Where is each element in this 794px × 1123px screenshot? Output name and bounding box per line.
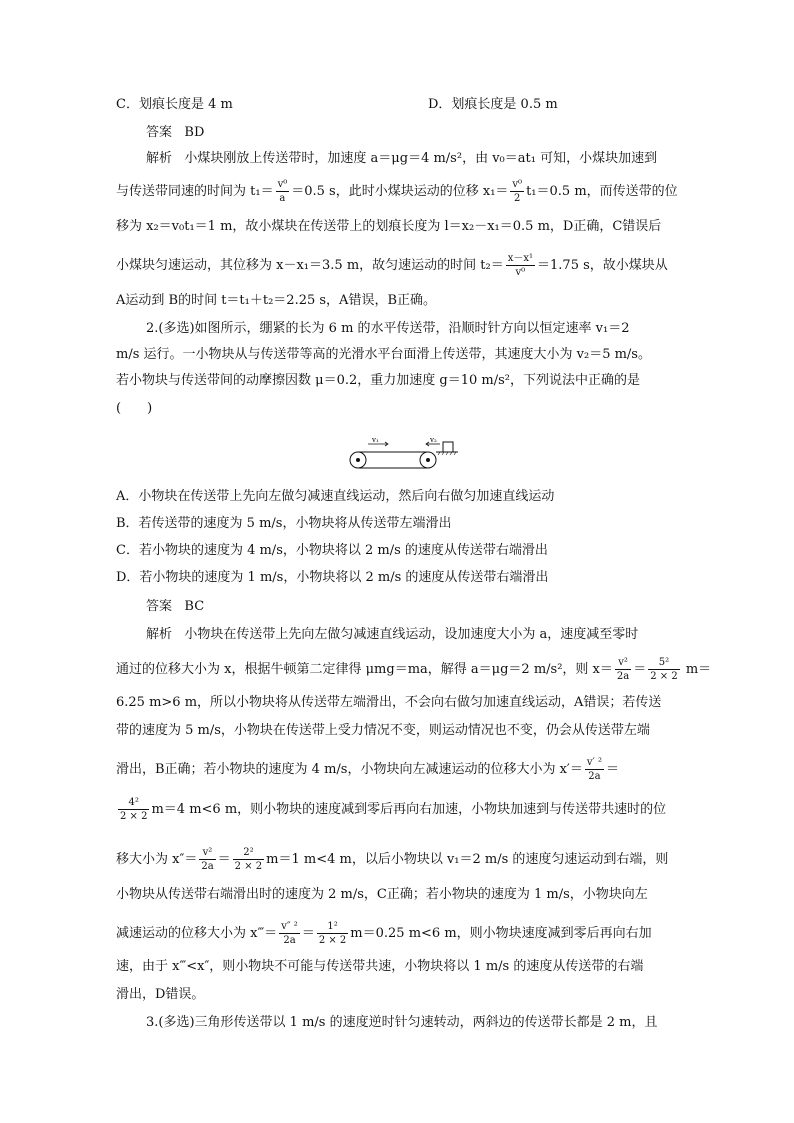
analysis-text: 通过的位移大小为 x，根据牛顿第二定律得 μmg＝ma，解得 a＝μg＝2 m/s²，则 x＝ bbox=[116, 662, 613, 677]
fraction bbox=[118, 796, 149, 823]
analysis-text: 小煤块匀速运动，其位移为 x－x₁＝3.5 m，故匀速运动的时间 t₂＝ bbox=[116, 258, 504, 273]
frac-num: 2² bbox=[233, 846, 264, 860]
frac-num: v² bbox=[199, 846, 215, 860]
fraction bbox=[510, 178, 524, 205]
analysis-text: 小煤块刚放上传送带时，加速度 a＝μg＝4 m/s²，由 v₀＝at₁ 可知，小煤块加速到 bbox=[184, 151, 658, 166]
frac-num: x－x¹ bbox=[507, 253, 534, 264]
q2-analysis-line-1 bbox=[116, 626, 638, 644]
q2-option-c: C．若小物块的速度为 4 m/s，小物块将以 2 m/s 的速度从传送带右端滑出 bbox=[116, 543, 548, 558]
analysis-text: m＝0.25 m<6 m，则小物块速度减到零后再向右加 bbox=[350, 926, 652, 941]
q2-analysis-line-3: 6.25 m>6 m，所以小物块将从传送带左端滑出，不会向右做匀加速直线运动，A错误；若传送 bbox=[116, 695, 662, 710]
q2-analysis-line-11: 滑出，D错误。 bbox=[116, 987, 205, 1002]
v1-label: v₁ bbox=[372, 436, 379, 444]
analysis-label: 解析 bbox=[146, 151, 173, 166]
left-pulley-axle bbox=[356, 458, 360, 462]
analysis-text: ＝ bbox=[606, 762, 620, 777]
frac-num: v² bbox=[615, 656, 631, 670]
q2-analysis-line-2: 通过的位移大小为 x，根据牛顿第二定律得 μmg＝ma，解得 a＝μg＝2 m/s²，则 x＝ $\frac{\text{v²}}{2a}$ ＝ $\frac{\text{5²}}{2 \times 2}$ m＝ bbox=[116, 657, 712, 682]
analysis-text: m＝ bbox=[685, 662, 712, 677]
q2-analysis-line-4: 带的速度为 5 m/s，小物块在传送带上受力情况不变，则运动情况也不变，仍会从传送带左端 bbox=[116, 723, 650, 738]
option-d: D．划痕长度是 0.5 m bbox=[428, 97, 558, 112]
analysis-text: 移大小为 x″＝ bbox=[116, 852, 198, 867]
frac-num: 4² bbox=[118, 796, 149, 810]
answer-value: BC bbox=[184, 599, 205, 614]
analysis-text: 滑出，B正确；若小物块的速度为 4 m/s，小物块向左减速运动的位移大小为 x′＝ bbox=[116, 762, 583, 777]
q1-analysis-line-3: 移为 x₂＝v₀t₁＝1 m，故小煤块在传送带上的划痕长度为 l＝x₂－x₁＝0.5 m，D正确，C错误后 bbox=[116, 219, 662, 234]
analysis-text: m＝1 m<4 m，以后小物块以 v₁＝2 m/s 的速度匀速运动到右端，则 bbox=[266, 852, 669, 867]
frac-den: 2 × 2 bbox=[318, 935, 347, 946]
q2-stem-1: 2.(多选)如图所示，绷紧的长为 6 m 的水平传送带，沿顺时针方向以恒定速率 v₁＝2 bbox=[146, 321, 630, 336]
fraction bbox=[276, 178, 290, 205]
fraction bbox=[317, 920, 348, 947]
q2-analysis-line-8: 小物块从传送带右端滑出时的速度为 2 m/s，C正确；若小物块的速度为 1 m/s，小物块向左 bbox=[116, 887, 648, 902]
frac-den: 2a bbox=[616, 671, 630, 682]
analysis-text: ＝0.5 s，此时小煤块运动的位移 x₁＝ bbox=[291, 184, 509, 199]
q2-option-d: D．若小物块的速度为 1 m/s，小物块将以 2 m/s 的速度从传送带右端滑出 bbox=[116, 570, 549, 585]
frac-den: 2 bbox=[514, 193, 521, 204]
frac-num: v″ ² bbox=[281, 921, 298, 932]
q3-stem: 3.(多选)三角形传送带以 1 m/s 的速度逆时针匀速转动，两斜边的传送带长都是 2 m，且 bbox=[146, 1015, 658, 1030]
frac-num: 1² bbox=[317, 920, 348, 934]
frac-den: 2a bbox=[588, 771, 601, 782]
q1-analysis-line-1 bbox=[116, 150, 657, 168]
fraction bbox=[615, 656, 631, 683]
option-c: C．划痕长度是 4 m bbox=[116, 97, 233, 112]
q2-stem-3: 若小物块与传送带间的动摩擦因数 μ＝0.2，重力加速度 g＝10 m/s²，下列说法中正确的是 bbox=[116, 373, 640, 388]
fraction bbox=[199, 846, 215, 873]
q1-answer-row bbox=[146, 124, 204, 142]
frac-den: 2 × 2 bbox=[650, 671, 678, 682]
fraction bbox=[585, 756, 604, 783]
right-pulley-axle bbox=[426, 458, 430, 462]
q2-analysis-line-6 bbox=[116, 796, 666, 823]
q2-analysis-line-10: 速，由于 x‴<x″，则小物块不可能与传送带共速，小物块将以 1 m/s 的速度从传送带的右端 bbox=[116, 959, 644, 974]
q2-analysis-line-5 bbox=[116, 756, 619, 783]
q2-option-a: A．小物块在传送带上先向左做匀减速直线运动，然后向右做匀加速直线运动 bbox=[116, 489, 555, 504]
q1-analysis-line-2 bbox=[116, 178, 678, 205]
analysis-text: t₁＝0.5 m，而传送带的位 bbox=[526, 184, 678, 199]
block bbox=[443, 442, 453, 452]
frac-num: v⁰ bbox=[512, 179, 523, 190]
q2-stem-4: ( ) bbox=[116, 401, 153, 416]
q2-analysis-line-7: 移大小为 x″＝ $\frac{\text{v²}}{2a}$ ＝ $\frac{\text{2²}}{2 \times 2}$ m＝1 m<4 m，以后小物块以 v₁＝2 m/s 的速度匀速运动到右端，则 bbox=[116, 847, 669, 872]
frac-den: 2 × 2 bbox=[120, 811, 148, 822]
fraction bbox=[279, 920, 300, 947]
q2-stem-2: m/s 运行。一小物块从与传送带等高的光滑水平台面滑上传送带，其速度大小为 v₂＝5 m/s。 bbox=[116, 347, 651, 362]
fraction bbox=[506, 252, 535, 279]
answer-label: 答案 bbox=[146, 125, 173, 140]
frac-num: v′ ² bbox=[586, 757, 602, 768]
q2-answer-row bbox=[146, 598, 204, 616]
analysis-text: m＝4 m<6 m，则小物块的速度减到零后再向右加速，小物块加速到与传送带共速时的位 bbox=[151, 802, 667, 817]
q1-analysis-line-5: A运动到 B的时间 t＝t₁＋t₂＝2.25 s，A错误，B正确。 bbox=[116, 293, 436, 308]
q1-analysis-line-4 bbox=[116, 252, 668, 279]
frac-num: 5² bbox=[648, 656, 679, 670]
analysis-text: 与传送带同速的时间为 t₁＝ bbox=[116, 184, 274, 199]
q2-analysis-line-9: 减速运动的位移大小为 x‴＝ $\frac{\text{v″ ²}}{2a}$ ＝ $\frac{\text{1²}}{2 \times 2}$ m＝0.25 m<6 m，则小物块速度减到零后再向右加 bbox=[116, 921, 652, 946]
analysis-text: ＝1.75 s，故小煤块从 bbox=[537, 258, 668, 273]
frac-den: 2a bbox=[201, 861, 214, 872]
answer-value: BD bbox=[184, 125, 205, 140]
frac-den: 2a bbox=[283, 935, 296, 946]
frac-den: 2 × 2 bbox=[234, 861, 263, 872]
conveyor-belt-figure bbox=[348, 434, 458, 474]
frac-den: v⁰ bbox=[515, 267, 526, 278]
analysis-text: 小物块在传送带上先向左做匀减速直线运动，设加速度大小为 a，速度减至零时 bbox=[184, 627, 639, 642]
frac-num: v⁰ bbox=[277, 179, 288, 190]
v2-label: v₂ bbox=[430, 436, 437, 444]
analysis-text: 减速运动的位移大小为 x‴＝ bbox=[116, 926, 278, 941]
q2-option-b: B．若传送带的速度为 5 m/s，小物块将从传送带左端滑出 bbox=[116, 516, 452, 531]
fraction bbox=[648, 656, 679, 683]
fraction bbox=[233, 846, 264, 873]
answer-label: 答案 bbox=[146, 599, 173, 614]
frac-den: a bbox=[279, 193, 286, 204]
analysis-label: 解析 bbox=[146, 627, 173, 642]
